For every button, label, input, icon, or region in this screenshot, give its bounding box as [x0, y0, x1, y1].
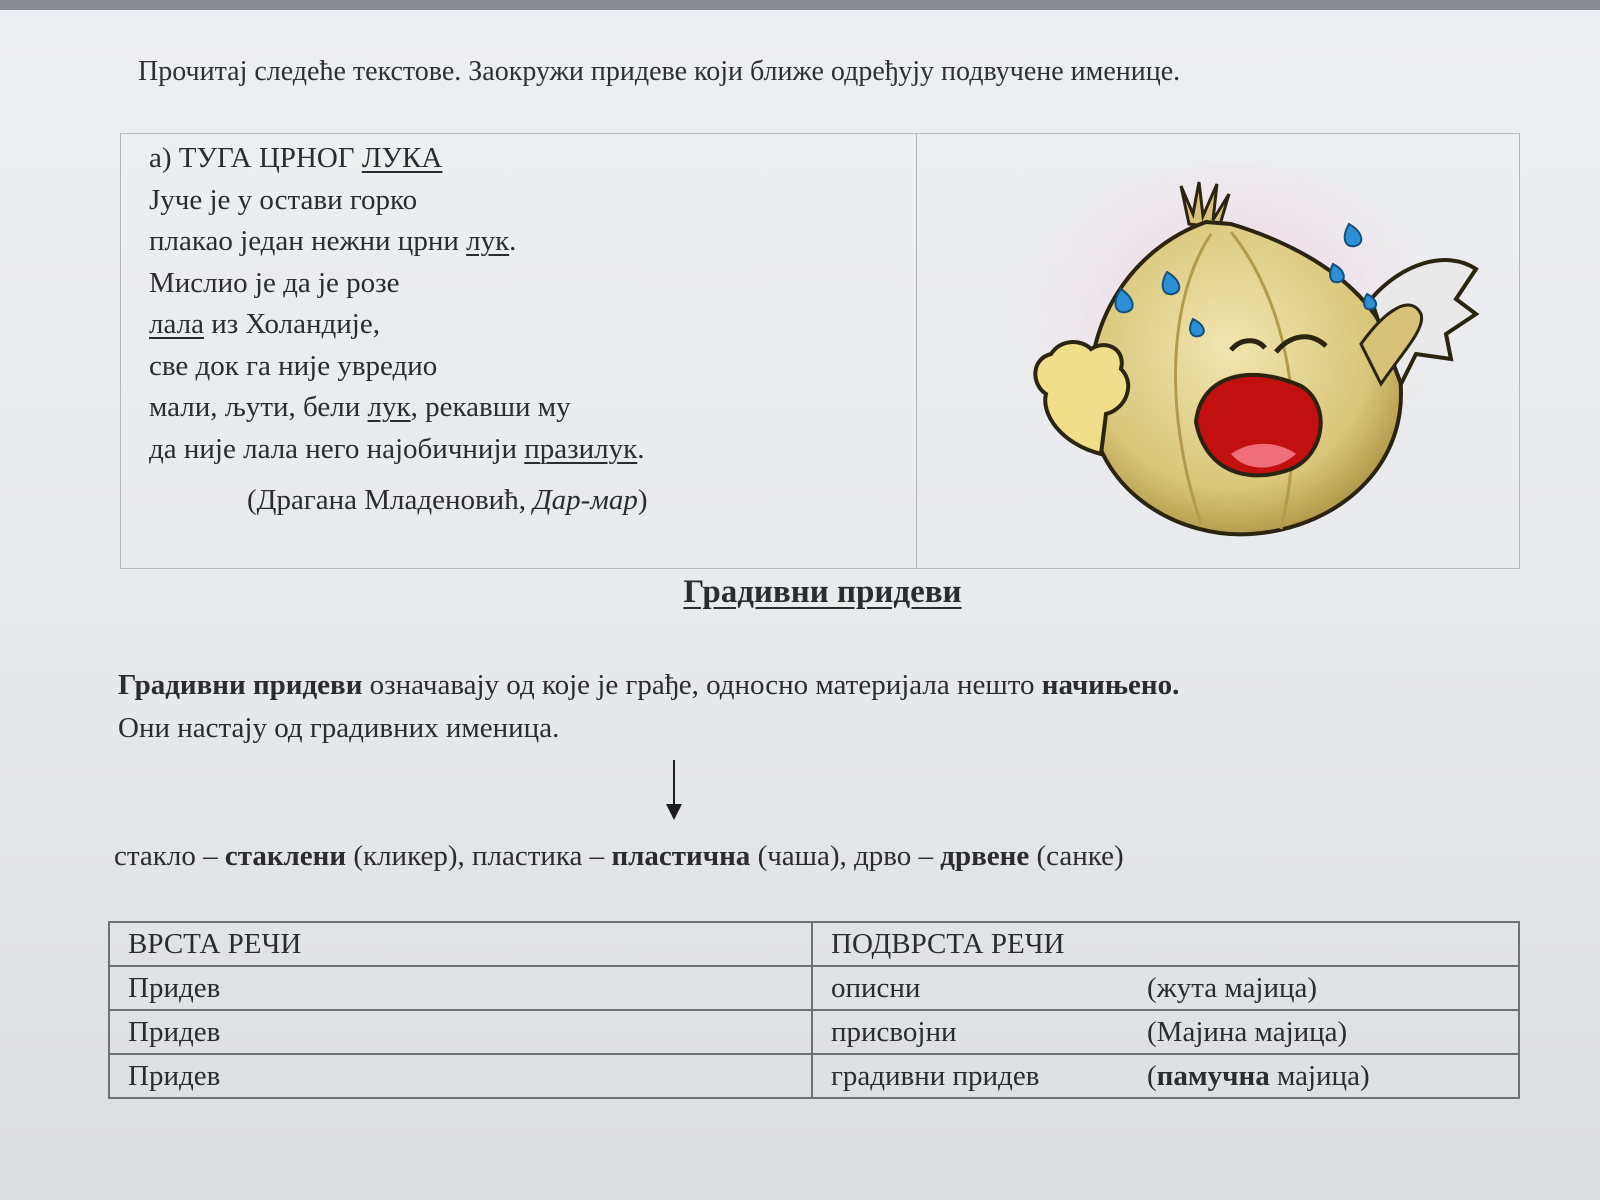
poem-title: [149, 138, 899, 180]
example-text-4: (санке): [1029, 840, 1124, 872]
table-header-col1: ВРСТА РЕЧИ: [109, 922, 812, 966]
poem-line-6-underlined: лук: [367, 391, 411, 423]
example-bold: памучна: [1156, 1059, 1270, 1092]
section-title: Градивни придеви: [683, 574, 962, 610]
credit-close: ): [637, 484, 648, 516]
poem: [149, 138, 899, 470]
definition-text-2: Они настају од градивних именица.: [118, 712, 560, 744]
table-header-row: [109, 922, 1519, 966]
poem-line-7-before: да није лала него најобичнији: [149, 432, 525, 465]
table-header-col2: ПОДВРСТА РЕЧИ: [812, 922, 1519, 966]
screen-top-edge: [0, 0, 1600, 10]
poem-box: [120, 133, 1520, 569]
crying-onion-illustration: [931, 154, 1511, 554]
example-rest: Мајина мајица): [1156, 1015, 1348, 1048]
word-type-table: [108, 921, 1520, 1099]
example-adjective-2: пластична: [611, 840, 751, 872]
example-rest: мајица): [1269, 1059, 1370, 1092]
poem-line-7: [149, 429, 899, 471]
example-open: (: [1147, 1015, 1157, 1048]
subtype-name: градивни придев: [831, 1059, 1040, 1092]
instruction-text: Прочитај следеће текстове. Заокружи придеве који ближе одређују подвучене именице.: [138, 56, 1181, 87]
definition-paragraph: [118, 664, 1538, 750]
poem-line-7-underlined: празилук: [524, 432, 638, 465]
poem-line-1: Јуче је у остави горко: [149, 183, 418, 216]
example-adjective-1: стаклени: [224, 840, 347, 872]
poem-line-4: [149, 304, 899, 346]
table-cell-subtype: [812, 1054, 1519, 1098]
poem-line-6-after: , рекавши му: [410, 391, 571, 423]
definition-text-1: означавају од које је грађе, односно материјала нешто: [362, 669, 1042, 701]
poem-line-4-underlined: лала: [149, 308, 204, 340]
example-noun-1: стакло –: [114, 840, 225, 872]
example-adjective-3: дрвене: [940, 840, 1030, 872]
table-row: [109, 966, 1519, 1010]
subtype-example: [1147, 1060, 1370, 1092]
subtype-example: [1147, 1016, 1347, 1048]
poem-line-2-after: .: [509, 225, 517, 257]
examples-line: [114, 840, 1554, 873]
table-cell-kind: Придев: [109, 1054, 812, 1098]
poem-line-7-after: .: [637, 432, 645, 465]
poem-line-3: Мислио је да је розе: [149, 266, 400, 299]
example-open: (: [1147, 971, 1157, 1004]
table-cell-kind: Придев: [109, 966, 812, 1010]
poem-line-6: [149, 387, 899, 429]
poem-box-divider: [916, 134, 917, 568]
table-cell-subtype: [812, 1010, 1519, 1054]
poem-title-prefix: а) ТУГА ЦРНОГ: [149, 142, 362, 174]
example-rest: жута мајица): [1156, 971, 1318, 1004]
subtype-name: описни: [831, 971, 921, 1004]
credit-author: (Драгана Младеновић,: [247, 484, 534, 516]
poem-line-2: [149, 221, 899, 263]
table-cell-subtype: [812, 966, 1519, 1010]
poem-line-2-before: плакао један нежни црни: [149, 225, 467, 257]
example-open: (: [1147, 1059, 1157, 1092]
definition-term: Градивни придеви: [118, 669, 363, 701]
definition-emphasis: начињено.: [1041, 669, 1180, 701]
poem-credit: [247, 484, 648, 517]
poem-line-2-underlined: лук: [466, 225, 510, 257]
poem-line-4-after: из Холандије,: [203, 308, 380, 340]
subtype-example: [1147, 972, 1317, 1004]
subtype-name: присвојни: [831, 1015, 957, 1048]
poem-line-5: све док га није увредио: [149, 349, 438, 382]
example-text-2: (кликер), пластика –: [346, 840, 612, 872]
down-arrow-icon: [662, 760, 686, 822]
example-text-3: (чаша), дрво –: [750, 840, 941, 872]
poem-line-6-before: мали, љути, бели: [149, 391, 368, 423]
table-row: [109, 1054, 1519, 1098]
poem-title-underlined: ЛУКА: [361, 142, 443, 174]
table-cell-kind: Придев: [109, 1010, 812, 1054]
credit-book: Дар-мар: [533, 484, 638, 516]
table-row: [109, 1010, 1519, 1054]
